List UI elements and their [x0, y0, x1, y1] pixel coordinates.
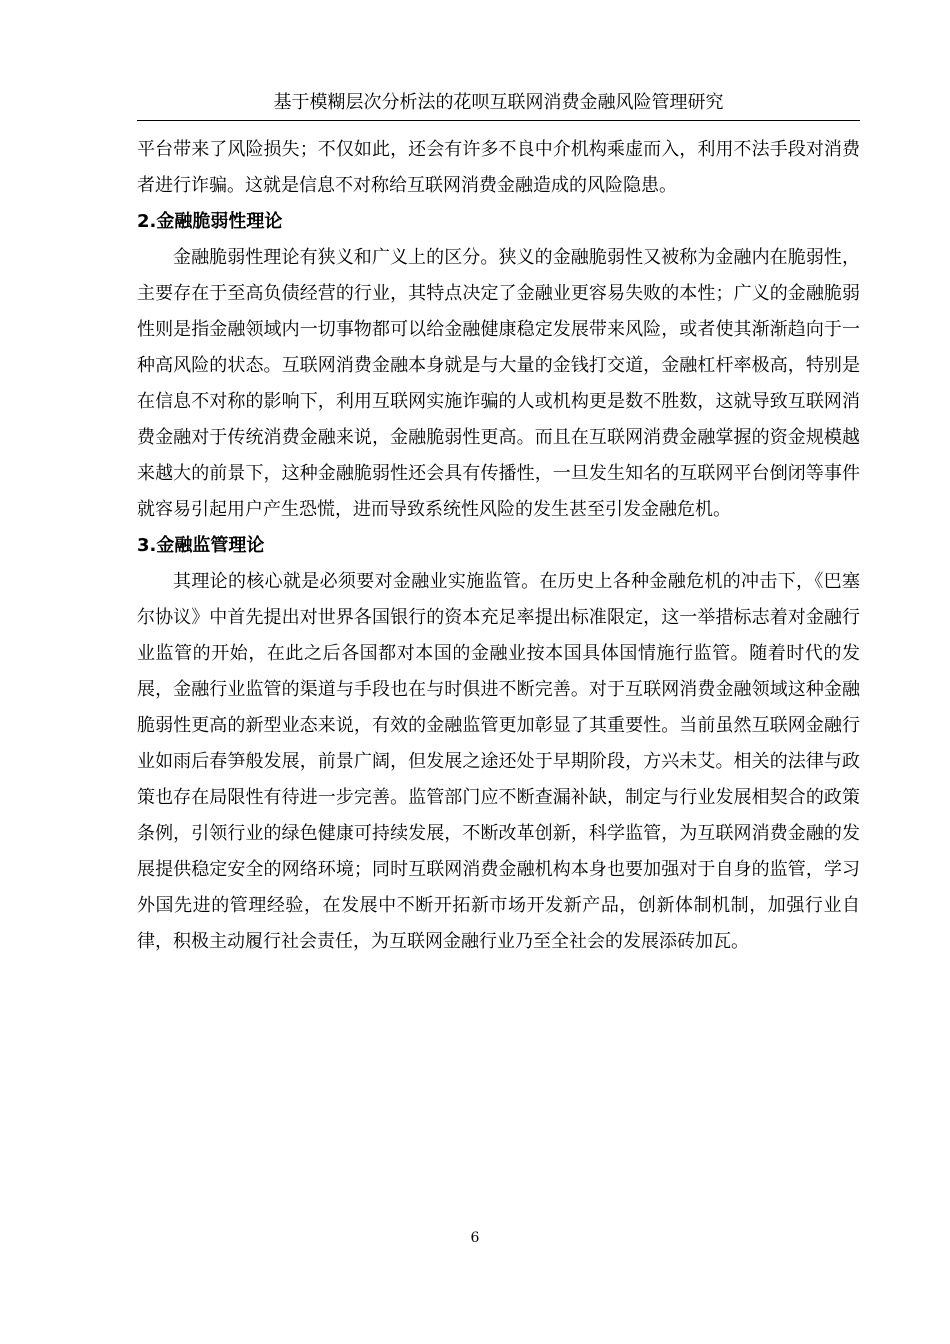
paragraph-financial-fragility: 金融脆弱性理论有狭义和广义上的区分。狭义的金融脆弱性又被称为金融内在脆弱性，主要存在于至高负债经营的行业，其特点决定了金融业更容易失败的本性；广义的金融脆弱性则是指金融领域内一切事物都可以给金融健康稳定发展带来风险，或者使其渐渐趋向于一种高风险的状态。互联网消费金融本身就是与大量的金钱打交道，金融杠杆率极高，特别是在信息不对称的影响下，利用互联网实施诈骗的人或机构更是数不胜数，这就导致互联网消费金融对于传统消费金融来说，金融脆弱性更高。而且在互联网消费金融掌握的资金规模越来越大的前景下，这种金融脆弱性还会具有传播性，一旦发生知名的互联网平台倒闭等事件就容易引起用户产生恐慌，进而导致系统性风险的发生甚至引发金融危机。 — [137, 247, 860, 520]
section-heading-financial-fragility: 2.金融脆弱性理论 — [137, 211, 283, 232]
running-header: 基于模糊层次分析法的花呗互联网消费金融风险管理研究 — [137, 88, 860, 121]
paragraph-financial-regulation: 其理论的核心就是必须要对金融业实施监管。在历史上各种金融危机的冲击下，《巴塞尔协议》中首先提出对世界各国银行的资本充足率提出标准限定，这一举措标志着对金融行业监管的开始，在此之后各国都对本国的金融业按本国具体国情施行监管。随着时代的发展，金融行业监管的渠道与手段也在与时俱进不断完善。对于互联网消费金融领域这种金融脆弱性更高的新型业态来说，有效的金融监管更加彰显了其重要性。当前虽然互联网金融行业如雨后春笋般发展，前景广阔，但发展之途还处于早期阶段，方兴未艾。相关的法律与政策也存在局限性有待进一步完善。监管部门应不断查漏补缺，制定与行业发展相契合的政策条例，引领行业的绿色健康可持续发展，不断改革创新，科学监管，为互联网消费金融的发展提供稳定安全的网络环境；同时互联网消费金融机构本身也要加强对于自身的监管，学习外国先进的管理经验，在发展中不断开拓新市场开发新产品，创新体制机制，加强行业自律，积极主动履行社会责任，为互联网金融行业乃至全社会的发展添砖加瓦。 — [137, 571, 860, 952]
document-body — [137, 132, 860, 960]
page-number: 6 — [470, 1230, 480, 1246]
section-heading-financial-regulation: 3.金融监管理论 — [137, 535, 265, 556]
paragraph-continued: 平台带来了风险损失；不仅如此，还会有许多不良中介机构乘虚而入，利用不法手段对消费者进行诈骗。这就是信息不对称给互联网消费金融造成的风险隐患。 — [137, 139, 860, 196]
